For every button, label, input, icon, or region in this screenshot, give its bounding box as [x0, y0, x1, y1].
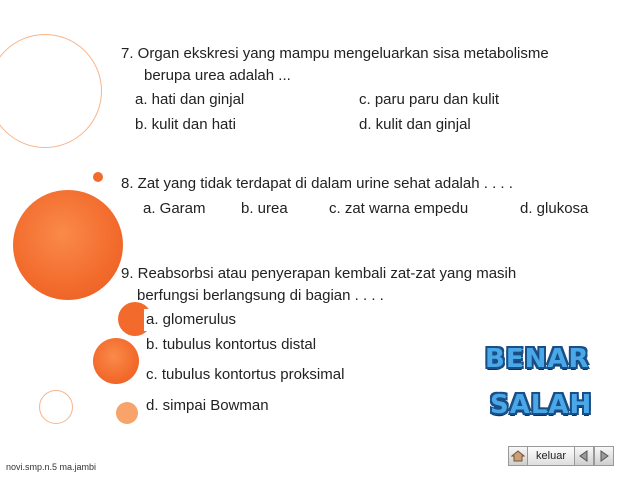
q7-option-a[interactable]: a. hati dan ginjal: [135, 91, 245, 108]
home-button[interactable]: [508, 446, 528, 466]
back-button[interactable]: [574, 446, 594, 466]
decor-circle-large: [13, 190, 123, 300]
home-icon: [511, 450, 525, 462]
decor-circle-outline-small: [39, 390, 73, 424]
q7-option-c[interactable]: c. paru paru dan kulit: [359, 91, 500, 108]
q8-option-b[interactable]: b. urea: [241, 200, 288, 217]
q9-option-c[interactable]: c. tubulus kontortus proksimal: [146, 366, 345, 383]
q8-option-c[interactable]: c. zat warna empedu: [329, 200, 469, 217]
question-8: 8. Zat yang tidak terdapat di dalam urine sehat adalah . . . .: [121, 175, 513, 192]
q9-option-a[interactable]: a. glomerulus: [144, 309, 240, 331]
navigation-bar: [508, 446, 614, 466]
q8-option-d[interactable]: d. glukosa: [520, 200, 589, 217]
q9-option-d[interactable]: d. simpai Bowman: [146, 397, 269, 414]
q7-option-b[interactable]: b. kulit dan hati: [135, 116, 236, 133]
decor-circle-small-top: [93, 172, 103, 182]
question-7: [121, 43, 549, 65]
footer-credit: novi.smp.n.5 ma.jambi: [6, 462, 97, 472]
keluar-button[interactable]: keluar: [528, 446, 574, 466]
decor-circle-medium: [93, 338, 139, 384]
question-7-text: 7. Organ ekskresi yang mampu mengeluarkan sisa metabolisme: [121, 45, 549, 62]
salah-button[interactable]: SALAH: [490, 390, 593, 420]
benar-button[interactable]: BENAR: [485, 344, 590, 374]
q9-option-b[interactable]: b. tubulus kontortus distal: [146, 336, 317, 353]
q7-option-d[interactable]: d. kulit dan ginjal: [359, 116, 471, 133]
forward-icon: [598, 450, 610, 462]
decor-circle-bottom: [116, 402, 138, 424]
question-7-continuation: berupa urea adalah ...: [144, 67, 291, 84]
q8-option-a[interactable]: a. Garam: [143, 200, 206, 217]
question-9: 9. Reabsorbsi atau penyerapan kembali zat-zat yang masih: [121, 265, 517, 282]
decor-circle-outline-top: [0, 34, 102, 148]
question-9-continuation: berfungsi berlangsung di bagian . . . .: [137, 287, 384, 304]
back-icon: [578, 450, 590, 462]
forward-button[interactable]: [594, 446, 614, 466]
